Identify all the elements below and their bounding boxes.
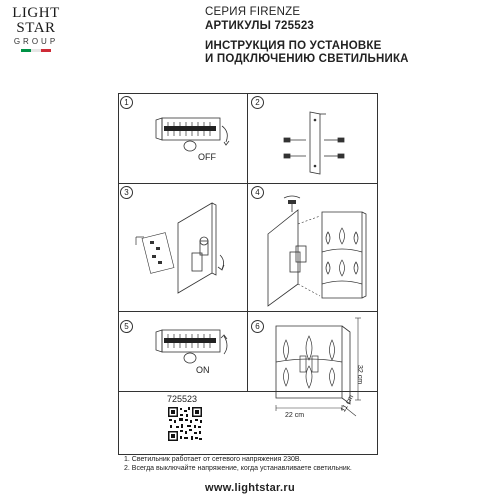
step-number-6: 6 xyxy=(251,320,264,333)
articles-label: АРТИКУЛЫ 725523 xyxy=(205,20,315,32)
article-number: 725523 xyxy=(167,394,198,404)
step-number-3: 3 xyxy=(120,186,133,199)
instruction-title-line-1: ИНСТРУКЦИЯ ПО УСТАНОВКЕ xyxy=(205,40,382,52)
step-number-2: 2 xyxy=(251,96,264,109)
grid-divider-row-1 xyxy=(118,183,378,184)
grid-divider-row-2 xyxy=(118,311,378,312)
circuit-breaker-off-illustration xyxy=(150,112,240,162)
italian-flag-icon xyxy=(21,49,51,52)
wiring-connection-illustration xyxy=(130,195,245,307)
safety-notes xyxy=(124,455,352,473)
qr-code-icon xyxy=(167,406,203,442)
circuit-breaker-on-illustration xyxy=(150,326,240,371)
brand-logo xyxy=(10,6,62,52)
step-number-1: 1 xyxy=(120,96,133,109)
step-1-off-label: OFF xyxy=(198,152,216,162)
step-number-4: 4 xyxy=(251,186,264,199)
logo-group: GROUP xyxy=(13,37,59,46)
note-2: 2. Всегда выключайте напряжение, когда устанавливаете светильник. xyxy=(124,465,352,472)
note-1: 1. Светильник работает от сетевого напряжения 230В. xyxy=(124,456,302,463)
step-number-5: 5 xyxy=(120,320,133,333)
grid-divider-vertical xyxy=(247,93,248,391)
depth-dimension-label: 11 cm xyxy=(340,393,356,414)
height-dimension-label: 32 cm xyxy=(356,365,363,385)
logo-line-2: STAR xyxy=(16,20,56,36)
shade-installation-illustration xyxy=(262,192,374,308)
logo-line-1: LIGHT xyxy=(12,5,60,21)
mounting-bar-illustration xyxy=(280,108,360,178)
width-dimension-label: 22 cm xyxy=(285,412,305,419)
step-5-on-label: ON xyxy=(196,365,210,375)
website-url[interactable]: www.lightstar.ru xyxy=(205,482,295,494)
series-label: СЕРИЯ FIRENZE xyxy=(205,6,301,18)
instruction-title-line-2: И ПОДКЛЮЧЕНИЮ СВЕТИЛЬНИКА xyxy=(205,53,409,65)
